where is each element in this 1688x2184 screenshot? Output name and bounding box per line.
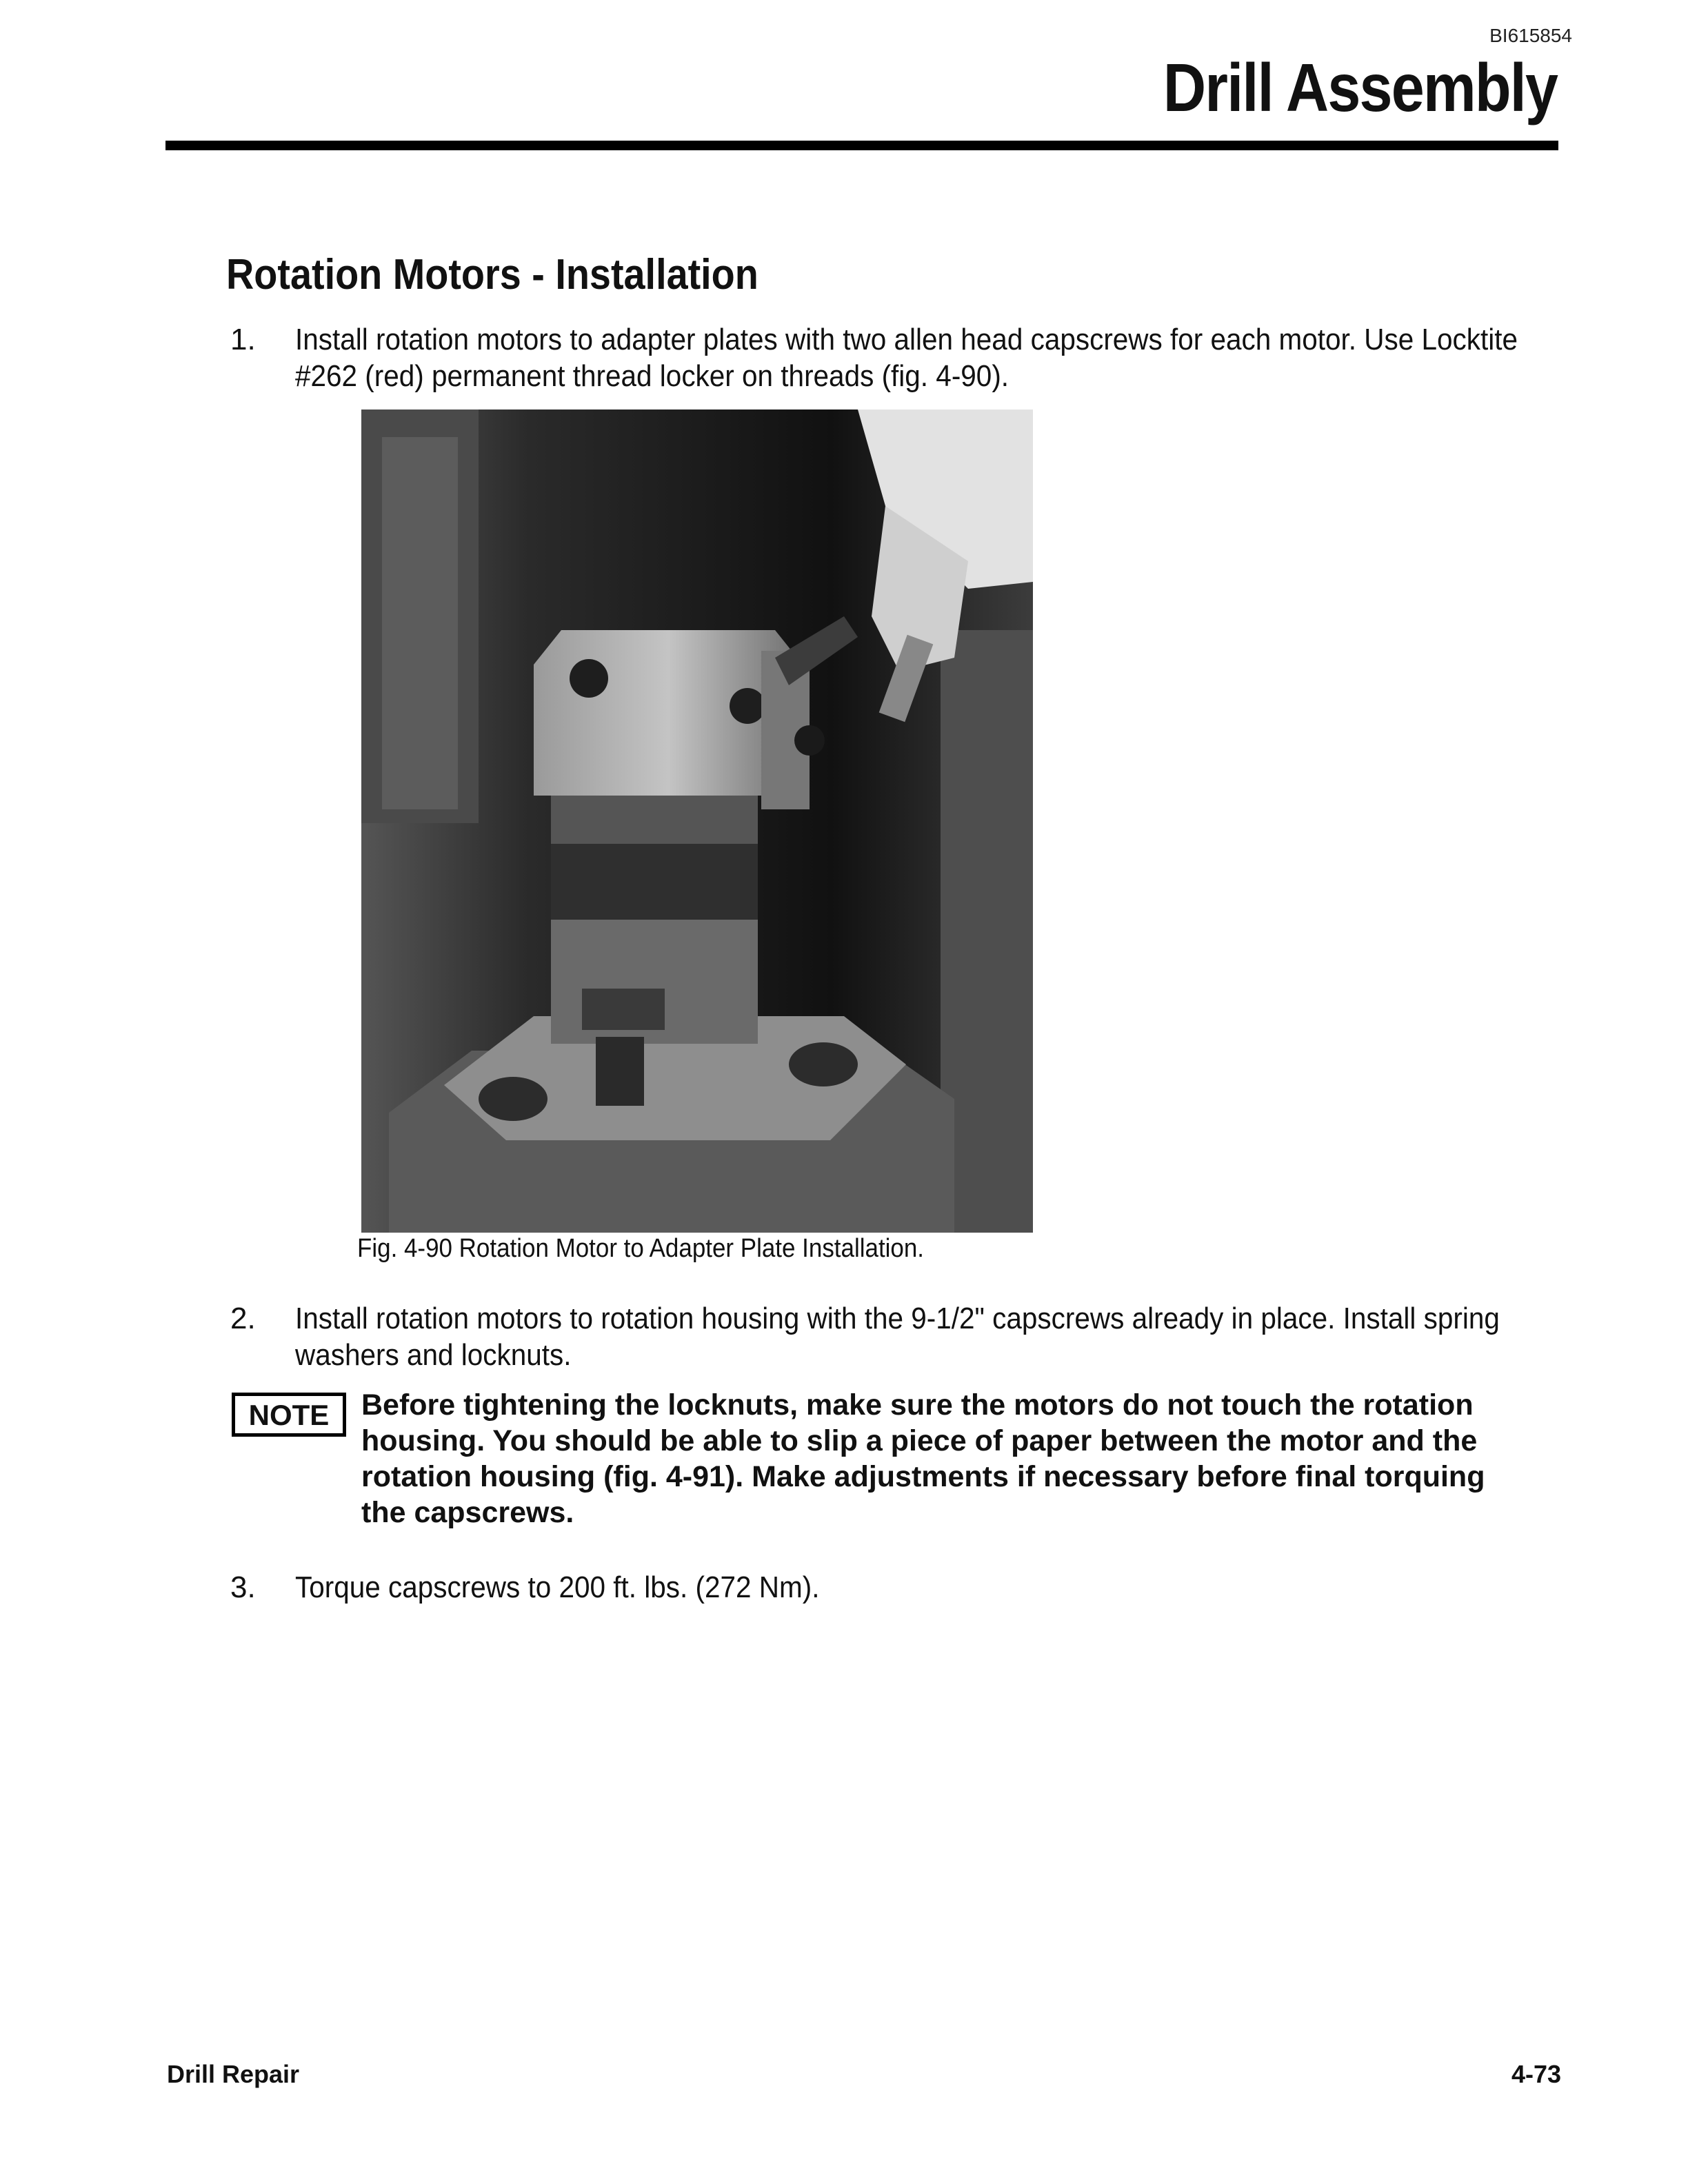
step-1: [230, 321, 1527, 394]
figure-caption: Fig. 4-90 Rotation Motor to Adapter Plate Installation.: [357, 1234, 925, 1263]
document-id: BI615854: [1489, 25, 1572, 46]
section-title: Rotation Motors - Installation: [226, 251, 758, 299]
note-badge: NOTE: [232, 1393, 346, 1437]
page-header-title: Drill Assembly: [1163, 50, 1557, 125]
step-text: Install rotation motors to rotation housing with the 9-1/2" capscrews already in place. Install spring washers and locknuts.: [295, 1302, 1500, 1372]
step-text: Install rotation motors to adapter plates with two allen head capscrews for each motor. Use Locktite #262 (red) permanent thread locker on threads (fig. 4-90).: [295, 323, 1518, 393]
step-3: [230, 1569, 1527, 1606]
footer-section-name: Drill Repair: [167, 2060, 300, 2088]
figure-photo: [361, 410, 1033, 1233]
step-text: Torque capscrews to 200 ft. lbs. (272 Nm).: [295, 1570, 820, 1604]
step-number: 3.: [230, 1570, 256, 1604]
rotation-motor-photo: [361, 410, 1033, 1233]
step-number: 2.: [230, 1302, 256, 1335]
note-text: Before tightening the locknuts, make sure the motors do not touch the rotation housing. You should be able to slip a piece of paper between the motor and the rotation housing (fig. 4-91). Make adjustments if necessary before final torquing the capscrews.: [361, 1388, 1485, 1529]
step-2: [230, 1300, 1527, 1373]
step-number: 1.: [230, 323, 256, 356]
header-rule: [165, 141, 1558, 150]
footer-page-number: 4-73: [1511, 2060, 1561, 2088]
